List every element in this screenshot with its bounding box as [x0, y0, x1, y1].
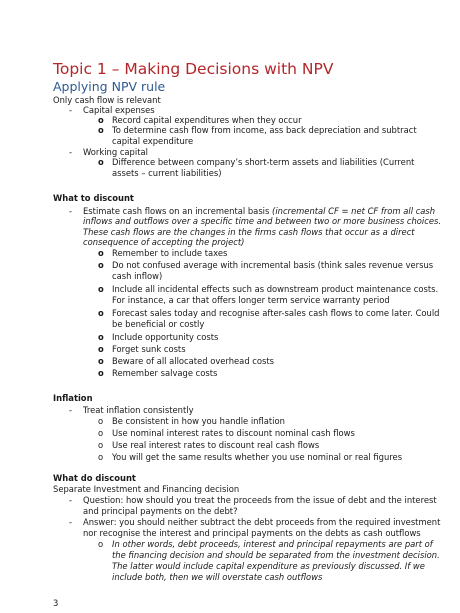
list-item-continuation: the financing decision and should be separated from the investment decision.	[112, 550, 440, 560]
dash-bullet: -	[69, 147, 73, 157]
circle-bullet: o	[98, 115, 104, 125]
circle-bullet: o	[98, 368, 104, 378]
page-number: 3	[53, 598, 59, 608]
dash-bullet: -	[69, 495, 73, 505]
list-item: Treat inflation consistently	[83, 405, 194, 415]
list-item: Estimate cash flows on an incremental basis (incremental CF = net CF from all cash	[83, 206, 436, 216]
section-heading: Inflation	[53, 393, 93, 403]
list-item: Forget sunk costs	[112, 344, 186, 354]
list-item-continuation: These cash flows are the changes in the firms cash flows that occur as a direct	[83, 227, 415, 237]
section-subtitle: Applying NPV rule	[53, 79, 166, 94]
list-item: Be consistent in how you handle inflation	[112, 416, 285, 426]
list-item-continuation: The latter would include capital expenditure as previously discussed. If we	[112, 561, 425, 571]
body-text: Only cash flow is relevant	[53, 95, 161, 105]
circle-bullet: o	[98, 332, 104, 342]
list-item-continuation: consequence of accepting the project)	[83, 237, 245, 247]
list-item: To determine cash flow from income, ass back depreciation and subtract	[112, 125, 417, 135]
circle-bullet: o	[98, 452, 104, 462]
list-item: Use nominal interest rates to discount nominal cash flows	[112, 428, 355, 438]
circle-bullet: o	[98, 440, 104, 450]
circle-bullet: o	[98, 428, 104, 438]
circle-bullet: o	[98, 344, 104, 354]
list-item: Record capital expenditures when they occur	[112, 115, 302, 125]
section-heading: What to discount	[53, 193, 134, 203]
list-item: Difference between company’s short-term assets and liabilities (Current	[112, 157, 415, 167]
circle-bullet: o	[98, 125, 104, 135]
circle-bullet: o	[98, 308, 104, 318]
dash-bullet: -	[69, 517, 73, 527]
page-title: Topic 1 – Making Decisions with NPV	[53, 60, 334, 78]
circle-bullet: o	[98, 539, 104, 549]
list-item-continuation: nor recognise the interest and principal payments on the debts as cash outflows	[83, 528, 421, 538]
list-item: You will get the same results whether you use nominal or real figures	[112, 452, 403, 462]
list-item: Use real interest rates to discount real cash flows	[112, 440, 320, 450]
list-item: Working capital	[83, 147, 148, 157]
list-item: Remember to include taxes	[112, 248, 228, 258]
list-item-continuation: For instance, a car that offers longer term service warranty period	[112, 295, 390, 305]
dash-bullet: -	[69, 405, 73, 415]
dash-bullet: -	[69, 105, 73, 115]
list-item: Capital expenses	[83, 105, 155, 115]
list-item-continuation: include both, then we will overstate cash outflows	[112, 572, 323, 582]
list-item-continuation: and principal payments on the debt?	[83, 506, 238, 516]
circle-bullet: o	[98, 356, 104, 366]
list-item-continuation: inflows and outflows over a specific time and between two or more business choices.	[83, 216, 442, 226]
circle-bullet: o	[98, 248, 104, 258]
list-item: Beware of all allocated overhead costs	[112, 356, 275, 366]
list-item-continuation: be beneficial or costly	[112, 319, 205, 329]
list-item: Answer: you should neither subtract the debt proceeds from the required investment	[83, 517, 441, 527]
circle-bullet: o	[98, 260, 104, 270]
section-heading: What do discount	[53, 473, 136, 483]
circle-bullet: o	[98, 416, 104, 426]
list-item: Question: how should you treat the proceeds from the issue of debt and the interest	[83, 495, 437, 505]
list-item-continuation: cash inflow)	[112, 271, 163, 281]
list-item: Remember salvage costs	[112, 368, 218, 378]
list-item: In other words, debt proceeds, interest and principal repayments are part of	[112, 539, 433, 549]
list-item-continuation: capital expenditure	[112, 136, 194, 146]
list-item-continuation: assets – current liabilities)	[112, 168, 222, 178]
list-item: Include all incidental effects such as downstream product maintenance costs.	[112, 284, 439, 294]
list-item: Do not confused average with incremental basis (think sales revenue versus	[112, 260, 434, 270]
dash-bullet: -	[69, 206, 73, 216]
list-item: Forecast sales today and recognise after-sales cash flows to come later. Could	[112, 308, 440, 318]
circle-bullet: o	[98, 157, 104, 167]
body-text: Separate Investment and Financing decision	[53, 484, 240, 494]
circle-bullet: o	[98, 284, 104, 294]
list-item: Include opportunity costs	[112, 332, 219, 342]
